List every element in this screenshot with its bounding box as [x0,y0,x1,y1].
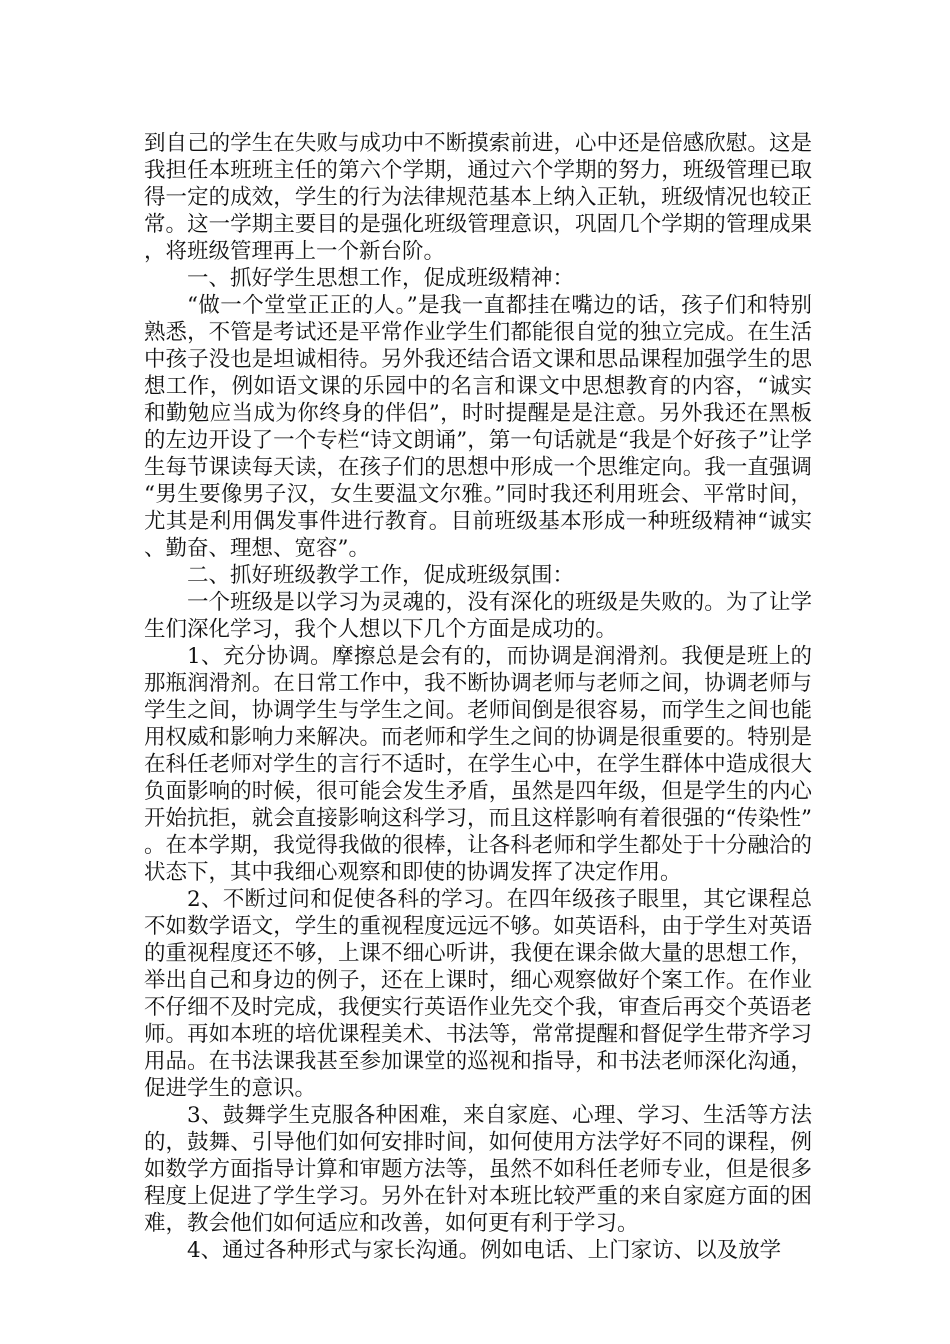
paragraph-item-3: 3、鼓舞学生克服各种困难，来自家庭、心理、学习、生活等方法的，鼓舞、引导他们如何安排时间，如何使用方法学好不同的课程，例如数学方面指导计算和审题方法等，虽然不如科任老师专业，但是很多程度上促进了学生学习。另外在针对本班比较严重的来自家庭方面的困难，教会他们如何适应和改善，如何更有利于学习。 [144,1103,812,1236]
section-heading-2: 二、抓好班级教学工作，促成班级氛围： [187,563,575,588]
section-heading-1: 一、抓好学生思想工作，促成班级精神： [187,266,575,291]
paragraph-item-4: 4、通过各种形式与家长沟通。例如电话、上门家访、以及放学 [187,1238,782,1263]
document-body [144,130,812,1264]
paragraph-intro: 到自己的学生在失败与成功中不断摸索前进，心中还是倍感欣慰。这是我担任本班班主任的第六个学期，通过六个学期的努力，班级管理已取得一定的成效，学生的行为法律规范基本上纳入正轨，班级情况也较正常。这一学期主要目的是强化班级管理意识，巩固几个学期的管理成果，将班级管理再上一个新台阶。 [144,131,812,264]
paragraph-section-2-intro: 一个班级是以学习为灵魂的，没有深化的班级是失败的。为了让学生们深化学习，我个人想以下几个方面是成功的。 [144,590,812,642]
paragraph-item-1: 1、充分协调。摩擦总是会有的，而协调是润滑剂。我便是班上的那瓶润滑剂。在日常工作中，我不断协调老师与老师之间，协调老师与学生之间，协调学生与学生之间。老师间倒是很容易，而学生之间也能用权威和影响力来解决。而老师和学生之间的协调是很重要的。特别是在科任老师对学生的言行不适时，在学生心中，在学生群体中造成很大负面影响的时候，很可能会发生矛盾，虽然是四年级，但是学生的内心开始抗拒，就会直接影响这科学习，而且这样影响有着很强的“传染性”。在本学期，我觉得我做的很棒，让各科老师和学生都处于十分融洽的状态下，其中我细心观察和即使的协调发挥了决定作用。 [144,644,812,885]
paragraph-section-1: “做一个堂堂正正的人。”是我一直都挂在嘴边的话，孩子们和特别熟悉，不管是考试还是平常作业学生们都能很自觉的独立完成。在生活中孩子没也是坦诚相待。另外我还结合语文课和思品课程加强学生的思想工作，例如语文课的乐园中的名言和课文中思想教育的内容，“诚实和勤勉应当成为你终身的伴侣”，时时提醒是是注意。另外我还在黑板的左边开设了一个专栏“诗文朗诵”，第一句话就是“我是个好孩子”让学生每节课读每天读，在孩子们的思想中形成一个思维定向。我一直强调“男生要像男子汉，女生要温文尔雅。”同时我还利用班会、平常时间，尤其是利用偶发事件进行教育。目前班级基本形成一种班级精神“诚实、勤奋、理想、宽容”。 [144,293,812,561]
paragraph-item-2: 2、不断过问和促使各科的学习。在四年级孩子眼里，其它课程总不如数学语文，学生的重视程度远远不够。如英语科，由于学生对英语的重视程度还不够，上课不细心听讲，我便在课余做大量的思想工作，举出自己和身边的例子，还在上课时，细心观察做好个案工作。在作业不仔细不及时完成，我便实行英语作业先交个我，审查后再交个英语老师。再如本班的培优课程美术、书法等，常常提醒和督促学生带齐学习用品。在书法课我甚至参加课堂的巡视和指导，和书法老师深化沟通，促进学生的意识。 [144,887,812,1101]
